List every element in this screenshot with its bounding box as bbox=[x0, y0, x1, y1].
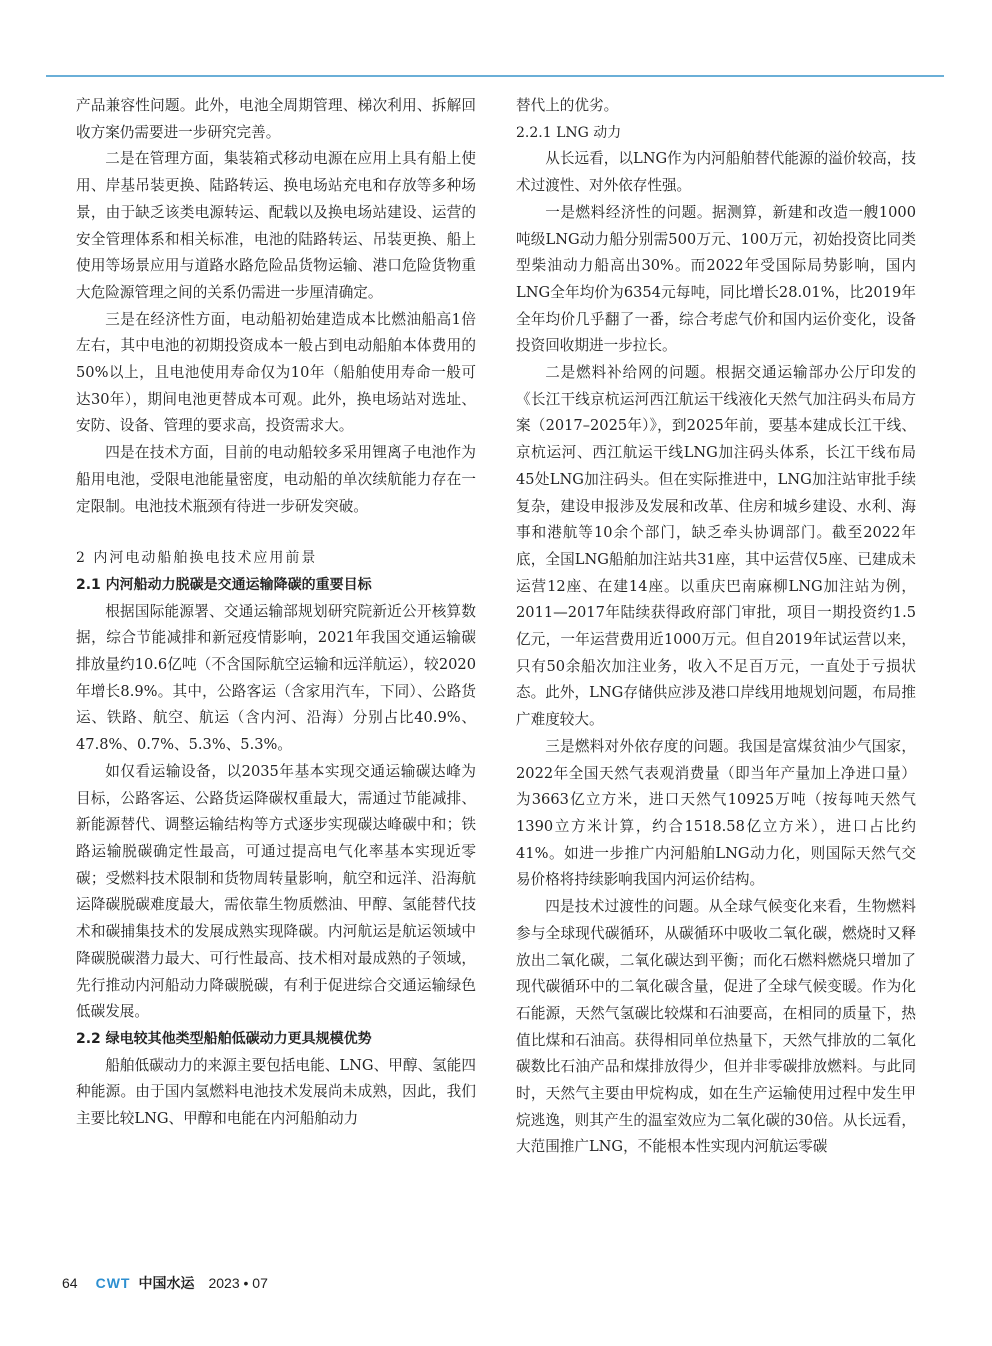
paragraph: 四是在技术方面，目前的电动船较多采用锂离子电池作为船用电池，受限电池能量密度，电动船的单次续航能力存在一定限制。电池技术瓶颈有待进一步研发突破。 bbox=[76, 444, 476, 515]
paragraph: 替代上的优劣。 bbox=[516, 97, 619, 114]
paragraph: 三是燃料对外依存度的问题。我国是富煤贫油少气国家，2022年全国天然气表观消费量（即当年产量加上净进口量）为3663亿立方米，进口天然气10925万吨（按每吨天然气1390立方米计算，约合1518.58亿立方米），进口占比约41%。如进一步推广内河船舶LNG动力化，则国际天然气交易价格将持续影响我国内河运价结构。 bbox=[516, 737, 916, 889]
paragraph: 从长远看，以LNG作为内河船舶替代能源的溢价较高，技术过渡性、对外依存性强。 bbox=[516, 150, 916, 195]
paragraph: 产品兼容性问题。此外，电池全周期管理、梯次利用、拆解回收方案仍需要进一步研究完善。 bbox=[76, 97, 476, 141]
page-footer bbox=[62, 1273, 268, 1293]
paragraph: 二是在管理方面，集装箱式移动电源在应用上具有船上使用、岸基吊装更换、陆路转运、换电场站充电和存放等多种场景，由于缺乏该类电源转运、配载以及换电场站建设、运营的安全管理体系和相关标准，电池的陆路转运、吊装更换、船上使用等场景应用与道路水路危险品货物运输、港口危险货物重大危险源管理之间的关系仍需进一步厘清确定。 bbox=[76, 150, 476, 301]
paragraph: 二是燃料补给网的问题。根据交通运输部办公厅印发的《长江干线京杭运河西江航运干线液化天然气加注码头布局方案（2017–2025年）》，到2025年前，要基本建成长江干线、京杭运河、西江航运干线LNG加注码头体系，长江干线布局45处LNG加注码头。但在实际推进中，LNG加注站审批手续复杂，建设申报涉及发展和改革、住房和城乡建设、水利、海事和港航等10余个部门，缺乏牵头协调部门。截至2022年底，全国LNG船舶加注站共31座，其中运营仅5座、已建成未运营12座、在建14座。以重庆巴南麻柳LNG加注站为例，2011—2017年陆续获得政府部门审批，项目一期投资约1.5亿元，一年运营费用近1000万元。但自2019年试运营以来，只有50余船次加注业务，收入不足百万元，一直处于亏损状态。此外，LNG存储供应涉及港口岸线用地规划问题，布局推广难度较大。 bbox=[516, 364, 916, 729]
section-heading: 2.2.1 LNG 动力 bbox=[516, 124, 622, 141]
right-column bbox=[516, 93, 916, 1161]
page-number: 64 bbox=[62, 1275, 78, 1291]
section-heading: 2.1 内河船动力脱碳是交通运输降碳的重要目标 bbox=[76, 576, 372, 593]
paragraph: 船舶低碳动力的来源主要包括电能、LNG、甲醇、氢能四种能源。由于国内氢燃料电池技术发展尚未成熟，因此，我们主要比较LNG、甲醇和电能在内河船舶动力 bbox=[76, 1056, 476, 1128]
paragraph: 根据国际能源署、交通运输部规划研究院新近公开核算数据，综合节能减排和新冠疫情影响，2021年我国交通运输碳排放量约10.6亿吨（不含国际航空运输和远洋航运），较2020年增长8.9%。其中，公路客运（含家用汽车，下同）、公路货运、铁路、航空、航运（含内河、沿海）分别占比40.9%、47.8%、0.7%、5.3%、5.3%。 bbox=[76, 602, 476, 754]
magazine-logo: CWT bbox=[95, 1275, 131, 1291]
left-column bbox=[76, 93, 476, 1133]
paragraph: 四是技术过渡性的问题。从全球气候变化来看，生物燃料参与全球现代碳循环，从碳循环中吸收二氧化碳，燃烧时又释放出二氧化碳，二氧化碳达到平衡；而化石燃料燃烧只增加了现代碳循环中的二氧化碳含量，促进了全球气候变暖。作为化石能源，天然气氢碳比较煤和石油要高，在相同的质量下，热值比煤和石油高。获得相同单位热量下，天然气排放的二氧化碳数比石油产品和煤排放得少，但并非零碳排放燃料。与此同时，天然气主要由甲烷构成，如在生产运输使用过程中发生甲烷逃逸，则其产生的温室效应为二氧化碳的30倍。从长远看，大范围推广LNG，不能根本性实现内河航运零碳 bbox=[516, 898, 916, 1156]
paragraph: 三是在经济性方面，电动船初始建造成本比燃油船高1倍左右，其中电池的初期投资成本一般占到电动船舶本体费用的50%以上，且电池使用寿命仅为10年（船舶使用寿命一般可达30年），期间电池更替成本可观。此外，换电场站对选址、安防、设备、管理的要求高，投资需求大。 bbox=[76, 310, 476, 435]
issue-label: 2023 • 07 bbox=[208, 1275, 268, 1291]
paragraph: 如仅看运输设备，以2035年基本实现交通运输碳达峰为目标，公路客运、公路货运降碳权重最大，需通过节能减排、新能源替代、调整运输结构等方式逐步实现碳达峰碳中和；铁路运输脱碳确定性最高，可通过提高电气化率基本实现近零碳；受燃料技术限制和货物周转量影响，航空和远洋、沿海航运降碳脱碳难度最大，需依靠生物质燃油、甲醇、氢能替代技术和碳捕集技术的发展成熟实现降碳。内河航运是航运领域中降碳脱碳潜力最大、可行性最高、技术相对最成熟的子领域，先行推动内河船动力降碳脱碳，有利于促进综合交通运输绿色低碳发展。 bbox=[76, 762, 476, 1021]
section-heading: 2 内河电动船舶换电技术应用前景 bbox=[76, 550, 318, 567]
paragraph: 一是燃料经济性的问题。据测算，新建和改造一艘1000吨级LNG动力船分别需500万元、100万元，初始投资比同类型柴油动力船高出30%。而2022年受国际局势影响，国内LNG全年均价为6354元每吨，同比增长28.01%，比2019年全年均价几乎翻了一番，综合考虑气价和国内运价变化，设备投资回收期进一步拉长。 bbox=[516, 203, 916, 355]
magazine-name: 中国水运 bbox=[138, 1276, 195, 1292]
header-rule bbox=[46, 75, 944, 77]
section-heading: 2.2 绿电较其他类型船舶低碳动力更具规模优势 bbox=[76, 1030, 372, 1047]
